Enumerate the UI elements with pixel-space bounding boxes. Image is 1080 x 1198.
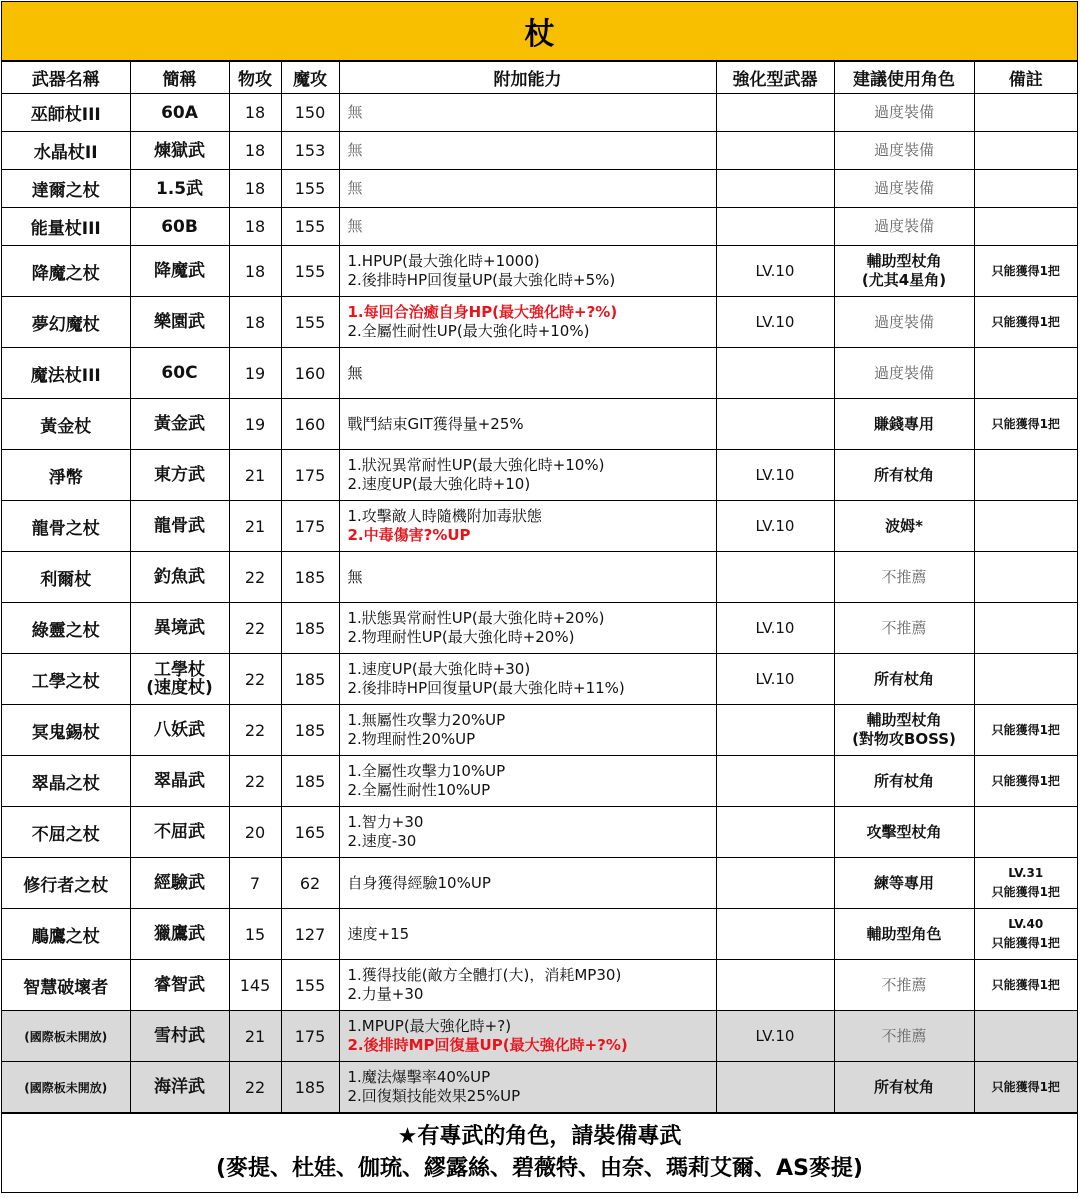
- ability-line: 2.速度-30: [347, 832, 417, 850]
- physical-attack-cell: 145: [229, 960, 281, 1011]
- enhanced-level-cell: LV.10: [716, 603, 834, 654]
- table-row: [2, 705, 1077, 756]
- table-row: [2, 399, 1077, 450]
- ability-line: 1.MPUP(最大強化時+?): [347, 1017, 512, 1035]
- abbreviation-cell: 八妖武: [130, 705, 229, 756]
- weapon-name-cell: 綠靈之杖: [2, 603, 130, 654]
- recommended-role-cell: 所有杖角: [834, 450, 974, 501]
- ability-line: 速度+15: [347, 924, 410, 943]
- magic-attack-cell: 62: [281, 858, 339, 909]
- magic-attack-cell: 165: [281, 807, 339, 858]
- recommended-role-cell: 攻擊型杖角: [834, 807, 974, 858]
- note-cell: 只能獲得1把: [974, 1062, 1077, 1113]
- physical-attack-cell: 19: [229, 399, 281, 450]
- recommended-role-cell: 過度裝備: [834, 94, 974, 132]
- note-cell: 只能獲得1把: [974, 246, 1077, 297]
- abbreviation-cell: 龍骨武: [130, 501, 229, 552]
- recommended-role-cell: 輔助型杖角 (尤其4星角): [834, 246, 974, 297]
- physical-attack-cell: 21: [229, 450, 281, 501]
- ability-line: 1.每回合治癒自身HP(最大強化時+?%): [347, 303, 618, 321]
- enhanced-level-cell: [716, 960, 834, 1011]
- magic-attack-cell: 185: [281, 756, 339, 807]
- note-cell: [974, 94, 1077, 132]
- note-cell: [974, 654, 1077, 705]
- note-cell: 只能獲得1把: [974, 960, 1077, 1011]
- weapon-name-cell: 龍骨之杖: [2, 501, 130, 552]
- magic-attack-cell: 185: [281, 654, 339, 705]
- physical-attack-cell: 18: [229, 132, 281, 170]
- magic-attack-cell: 155: [281, 297, 339, 348]
- recommended-role-cell: 所有杖角: [834, 654, 974, 705]
- abilities-cell: [339, 132, 716, 170]
- enhanced-level-cell: LV.10: [716, 1011, 834, 1062]
- recommended-role-cell: 輔助型杖角 (對物攻BOSS): [834, 705, 974, 756]
- weapon-name-cell: 達爾之杖: [2, 170, 130, 208]
- ability-line: 1.獲得技能(敵方全體打(大)，消耗MP30): [347, 966, 622, 984]
- physical-attack-cell: 18: [229, 246, 281, 297]
- magic-attack-cell: 160: [281, 399, 339, 450]
- header-recommended-role: 建議使用角色: [834, 62, 974, 94]
- weapon-name-cell: 翠晶之杖: [2, 756, 130, 807]
- magic-attack-cell: 185: [281, 1062, 339, 1113]
- ability-line: 1.狀況異常耐性UP(最大強化時+10%): [347, 456, 605, 474]
- abbreviation-cell: 異境武: [130, 603, 229, 654]
- table-row: [2, 1011, 1077, 1062]
- table-row: [2, 960, 1077, 1011]
- magic-attack-cell: 160: [281, 348, 339, 399]
- abbreviation-cell: 睿智武: [130, 960, 229, 1011]
- ability-line: 自身獲得經驗10%UP: [347, 873, 491, 892]
- ability-line: 2.中毒傷害?%UP: [347, 526, 471, 544]
- physical-attack-cell: 18: [229, 208, 281, 246]
- enhanced-level-cell: [716, 756, 834, 807]
- ability-line: 1.全屬性攻擊力10%UP: [347, 762, 506, 780]
- note-cell: [974, 501, 1077, 552]
- abilities-cell: [339, 552, 716, 603]
- weapon-name-cell: 鵰鷹之杖: [2, 909, 130, 960]
- abbreviation-cell: 60A: [130, 94, 229, 132]
- ability-line: 2.物理耐性20%UP: [347, 730, 476, 748]
- abilities-cell: [339, 807, 716, 858]
- abbreviation-cell: 東方武: [130, 450, 229, 501]
- note-cell: [974, 132, 1077, 170]
- abilities-cell: [339, 858, 716, 909]
- ability-line: 無: [347, 363, 363, 382]
- magic-attack-cell: 155: [281, 208, 339, 246]
- abilities-cell: [339, 450, 716, 501]
- weapon-name-cell: 能量杖III: [2, 208, 130, 246]
- abilities-cell: [339, 348, 716, 399]
- note-cell: [974, 348, 1077, 399]
- weapon-name-cell: 巫師杖III: [2, 94, 130, 132]
- weapon-name-cell: 不屈之杖: [2, 807, 130, 858]
- enhanced-level-cell: [716, 552, 834, 603]
- note-cell: LV.31 只能獲得1把: [974, 858, 1077, 909]
- abbreviation-cell: 翠晶武: [130, 756, 229, 807]
- abilities-cell: [339, 603, 716, 654]
- table-row: [2, 94, 1077, 132]
- weapon-name-cell: 魔法杖III: [2, 348, 130, 399]
- ability-line: 2.速度UP(最大強化時+10): [347, 475, 531, 493]
- physical-attack-cell: 19: [229, 348, 281, 399]
- note-cell: 只能獲得1把: [974, 756, 1077, 807]
- abilities-cell: [339, 654, 716, 705]
- ability-line: 2.全屬性耐性UP(最大強化時+10%): [347, 322, 590, 340]
- table-row: [2, 552, 1077, 603]
- enhanced-level-cell: LV.10: [716, 501, 834, 552]
- note-cell: LV.40 只能獲得1把: [974, 909, 1077, 960]
- note-cell: [974, 552, 1077, 603]
- weapon-table: [2, 61, 1077, 1113]
- ability-line: 2.物理耐性UP(最大強化時+20%): [347, 628, 575, 646]
- header-magic-attack: 魔攻: [281, 62, 339, 94]
- table-row: [2, 450, 1077, 501]
- weapon-sheet: [1, 1, 1078, 1193]
- abbreviation-cell: 煉獄武: [130, 132, 229, 170]
- ability-line: 1.攻擊敵人時隨機附加毒狀態: [347, 507, 542, 525]
- footer-line-1: ★有專武的角色，請裝備專武: [397, 1124, 682, 1149]
- ability-line: 2.全屬性耐性10%UP: [347, 781, 491, 799]
- physical-attack-cell: 21: [229, 1011, 281, 1062]
- note-cell: 只能獲得1把: [974, 399, 1077, 450]
- ability-line: 1.速度UP(最大強化時+30): [347, 660, 531, 678]
- enhanced-level-cell: [716, 170, 834, 208]
- abbreviation-cell: 經驗武: [130, 858, 229, 909]
- header-abbreviation: 簡稱: [130, 62, 229, 94]
- note-cell: [974, 603, 1077, 654]
- physical-attack-cell: 7: [229, 858, 281, 909]
- enhanced-level-cell: [716, 705, 834, 756]
- physical-attack-cell: 22: [229, 654, 281, 705]
- enhanced-level-cell: [716, 132, 834, 170]
- note-cell: [974, 807, 1077, 858]
- note-cell: [974, 450, 1077, 501]
- magic-attack-cell: 185: [281, 603, 339, 654]
- ability-line: 1.無屬性攻擊力20%UP: [347, 711, 506, 729]
- recommended-role-cell: 過度裝備: [834, 297, 974, 348]
- recommended-role-cell: 所有杖角: [834, 756, 974, 807]
- magic-attack-cell: 155: [281, 960, 339, 1011]
- header-abilities: 附加能力: [339, 62, 716, 94]
- weapon-name-cell: 冥鬼錫杖: [2, 705, 130, 756]
- table-row: [2, 603, 1077, 654]
- magic-attack-cell: 155: [281, 170, 339, 208]
- physical-attack-cell: 21: [229, 501, 281, 552]
- table-row: [2, 858, 1077, 909]
- abbreviation-cell: 降魔武: [130, 246, 229, 297]
- ability-line: 1.狀態異常耐性UP(最大強化時+20%): [347, 609, 605, 627]
- magic-attack-cell: 127: [281, 909, 339, 960]
- abilities-cell: [339, 501, 716, 552]
- weapon-name-cell: 工學之杖: [2, 654, 130, 705]
- weapon-name-cell: 智慧破壞者: [2, 960, 130, 1011]
- footer-note: [2, 1113, 1077, 1192]
- abilities-cell: [339, 756, 716, 807]
- recommended-role-cell: 波姆*: [834, 501, 974, 552]
- recommended-role-cell: 不推薦: [834, 960, 974, 1011]
- weapon-name-cell: 水晶杖II: [2, 132, 130, 170]
- ability-line: 2.回復類技能效果25%UP: [347, 1087, 521, 1105]
- recommended-role-cell: 不推薦: [834, 1011, 974, 1062]
- weapon-name-cell: (國際板未開放): [2, 1062, 130, 1113]
- ability-line: 1.HPUP(最大強化時+1000): [347, 252, 540, 270]
- weapon-name-cell: 黃金杖: [2, 399, 130, 450]
- abilities-cell: [339, 960, 716, 1011]
- note-cell: 只能獲得1把: [974, 705, 1077, 756]
- ability-line: 無: [347, 567, 363, 586]
- abilities-cell: [339, 909, 716, 960]
- recommended-role-cell: 輔助型角色: [834, 909, 974, 960]
- header-weapon-name: 武器名稱: [2, 62, 130, 94]
- table-row: [2, 348, 1077, 399]
- abilities-cell: [339, 246, 716, 297]
- recommended-role-cell: 過度裝備: [834, 208, 974, 246]
- table-row: [2, 807, 1077, 858]
- weapon-name-cell: (國際板未開放): [2, 1011, 130, 1062]
- ability-line: 無: [347, 179, 363, 197]
- note-cell: 只能獲得1把: [974, 297, 1077, 348]
- enhanced-level-cell: [716, 807, 834, 858]
- header-notes: 備註: [974, 62, 1077, 94]
- header-enhanced: 強化型武器: [716, 62, 834, 94]
- physical-attack-cell: 18: [229, 297, 281, 348]
- table-header-row: [2, 62, 1077, 94]
- enhanced-level-cell: [716, 348, 834, 399]
- abilities-cell: [339, 94, 716, 132]
- magic-attack-cell: 185: [281, 552, 339, 603]
- note-cell: [974, 170, 1077, 208]
- magic-attack-cell: 155: [281, 246, 339, 297]
- recommended-role-cell: 所有杖角: [834, 1062, 974, 1113]
- physical-attack-cell: 20: [229, 807, 281, 858]
- recommended-role-cell: 賺錢專用: [834, 399, 974, 450]
- abilities-cell: [339, 297, 716, 348]
- abbreviation-cell: 工學杖 (速度杖): [130, 654, 229, 705]
- recommended-role-cell: 過度裝備: [834, 132, 974, 170]
- physical-attack-cell: 22: [229, 552, 281, 603]
- abbreviation-cell: 獵鷹武: [130, 909, 229, 960]
- enhanced-level-cell: LV.10: [716, 654, 834, 705]
- enhanced-level-cell: [716, 1062, 834, 1113]
- enhanced-level-cell: [716, 858, 834, 909]
- note-cell: [974, 208, 1077, 246]
- physical-attack-cell: 18: [229, 170, 281, 208]
- abbreviation-cell: 不屈武: [130, 807, 229, 858]
- ability-line: 2.力量+30: [347, 985, 424, 1003]
- recommended-role-cell: 練等專用: [834, 858, 974, 909]
- recommended-role-cell: 不推薦: [834, 603, 974, 654]
- abilities-cell: [339, 1062, 716, 1113]
- abbreviation-cell: 60B: [130, 208, 229, 246]
- ability-line: 戰鬥結束GIT獲得量+25%: [347, 414, 524, 433]
- table-row: [2, 501, 1077, 552]
- abbreviation-cell: 海洋武: [130, 1062, 229, 1113]
- enhanced-level-cell: [716, 399, 834, 450]
- abbreviation-cell: 樂園武: [130, 297, 229, 348]
- enhanced-level-cell: LV.10: [716, 297, 834, 348]
- table-row: [2, 909, 1077, 960]
- physical-attack-cell: 22: [229, 705, 281, 756]
- magic-attack-cell: 175: [281, 501, 339, 552]
- abilities-cell: [339, 705, 716, 756]
- ability-line: 1.智力+30: [347, 813, 424, 831]
- ability-line: 1.魔法爆擊率40%UP: [347, 1068, 491, 1086]
- enhanced-level-cell: [716, 909, 834, 960]
- magic-attack-cell: 175: [281, 1011, 339, 1062]
- magic-attack-cell: 175: [281, 450, 339, 501]
- physical-attack-cell: 15: [229, 909, 281, 960]
- ability-line: 2.後排時HP回復量UP(最大強化時+11%): [347, 679, 625, 697]
- enhanced-level-cell: LV.10: [716, 246, 834, 297]
- weapon-name-cell: 夢幻魔杖: [2, 297, 130, 348]
- header-physical-attack: 物攻: [229, 62, 281, 94]
- table-row: [2, 756, 1077, 807]
- weapon-name-cell: 淨幣: [2, 450, 130, 501]
- note-cell: [974, 1011, 1077, 1062]
- recommended-role-cell: 不推薦: [834, 552, 974, 603]
- magic-attack-cell: 185: [281, 705, 339, 756]
- sheet-title: 杖: [2, 2, 1077, 61]
- ability-line: 無: [347, 141, 363, 159]
- abilities-cell: [339, 208, 716, 246]
- abbreviation-cell: 1.5武: [130, 170, 229, 208]
- physical-attack-cell: 22: [229, 603, 281, 654]
- abbreviation-cell: 黃金武: [130, 399, 229, 450]
- table-row: [2, 1062, 1077, 1113]
- table-row: [2, 297, 1077, 348]
- physical-attack-cell: 22: [229, 1062, 281, 1113]
- abbreviation-cell: 釣魚武: [130, 552, 229, 603]
- physical-attack-cell: 18: [229, 94, 281, 132]
- table-row: [2, 208, 1077, 246]
- weapon-name-cell: 降魔之杖: [2, 246, 130, 297]
- table-row: [2, 170, 1077, 208]
- abilities-cell: [339, 399, 716, 450]
- physical-attack-cell: 22: [229, 756, 281, 807]
- enhanced-level-cell: [716, 208, 834, 246]
- abbreviation-cell: 60C: [130, 348, 229, 399]
- footer-line-2: (麥提、杜娃、伽琉、繆露絲、碧薇特、由奈、瑪莉艾爾、AS麥提): [216, 1156, 863, 1181]
- table-row: [2, 654, 1077, 705]
- enhanced-level-cell: LV.10: [716, 450, 834, 501]
- abbreviation-cell: 雪村武: [130, 1011, 229, 1062]
- table-row: [2, 132, 1077, 170]
- ability-line: 2.後排時HP回復量UP(最大強化時+5%): [347, 271, 616, 289]
- weapon-name-cell: 修行者之杖: [2, 858, 130, 909]
- weapon-name-cell: 利爾杖: [2, 552, 130, 603]
- recommended-role-cell: 過度裝備: [834, 348, 974, 399]
- enhanced-level-cell: [716, 94, 834, 132]
- ability-line: 無: [347, 103, 363, 121]
- recommended-role-cell: 過度裝備: [834, 170, 974, 208]
- ability-line: 2.後排時MP回復量UP(最大強化時+?%): [347, 1036, 628, 1054]
- abilities-cell: [339, 170, 716, 208]
- abilities-cell: [339, 1011, 716, 1062]
- ability-line: 無: [347, 217, 363, 235]
- magic-attack-cell: 153: [281, 132, 339, 170]
- magic-attack-cell: 150: [281, 94, 339, 132]
- table-row: [2, 246, 1077, 297]
